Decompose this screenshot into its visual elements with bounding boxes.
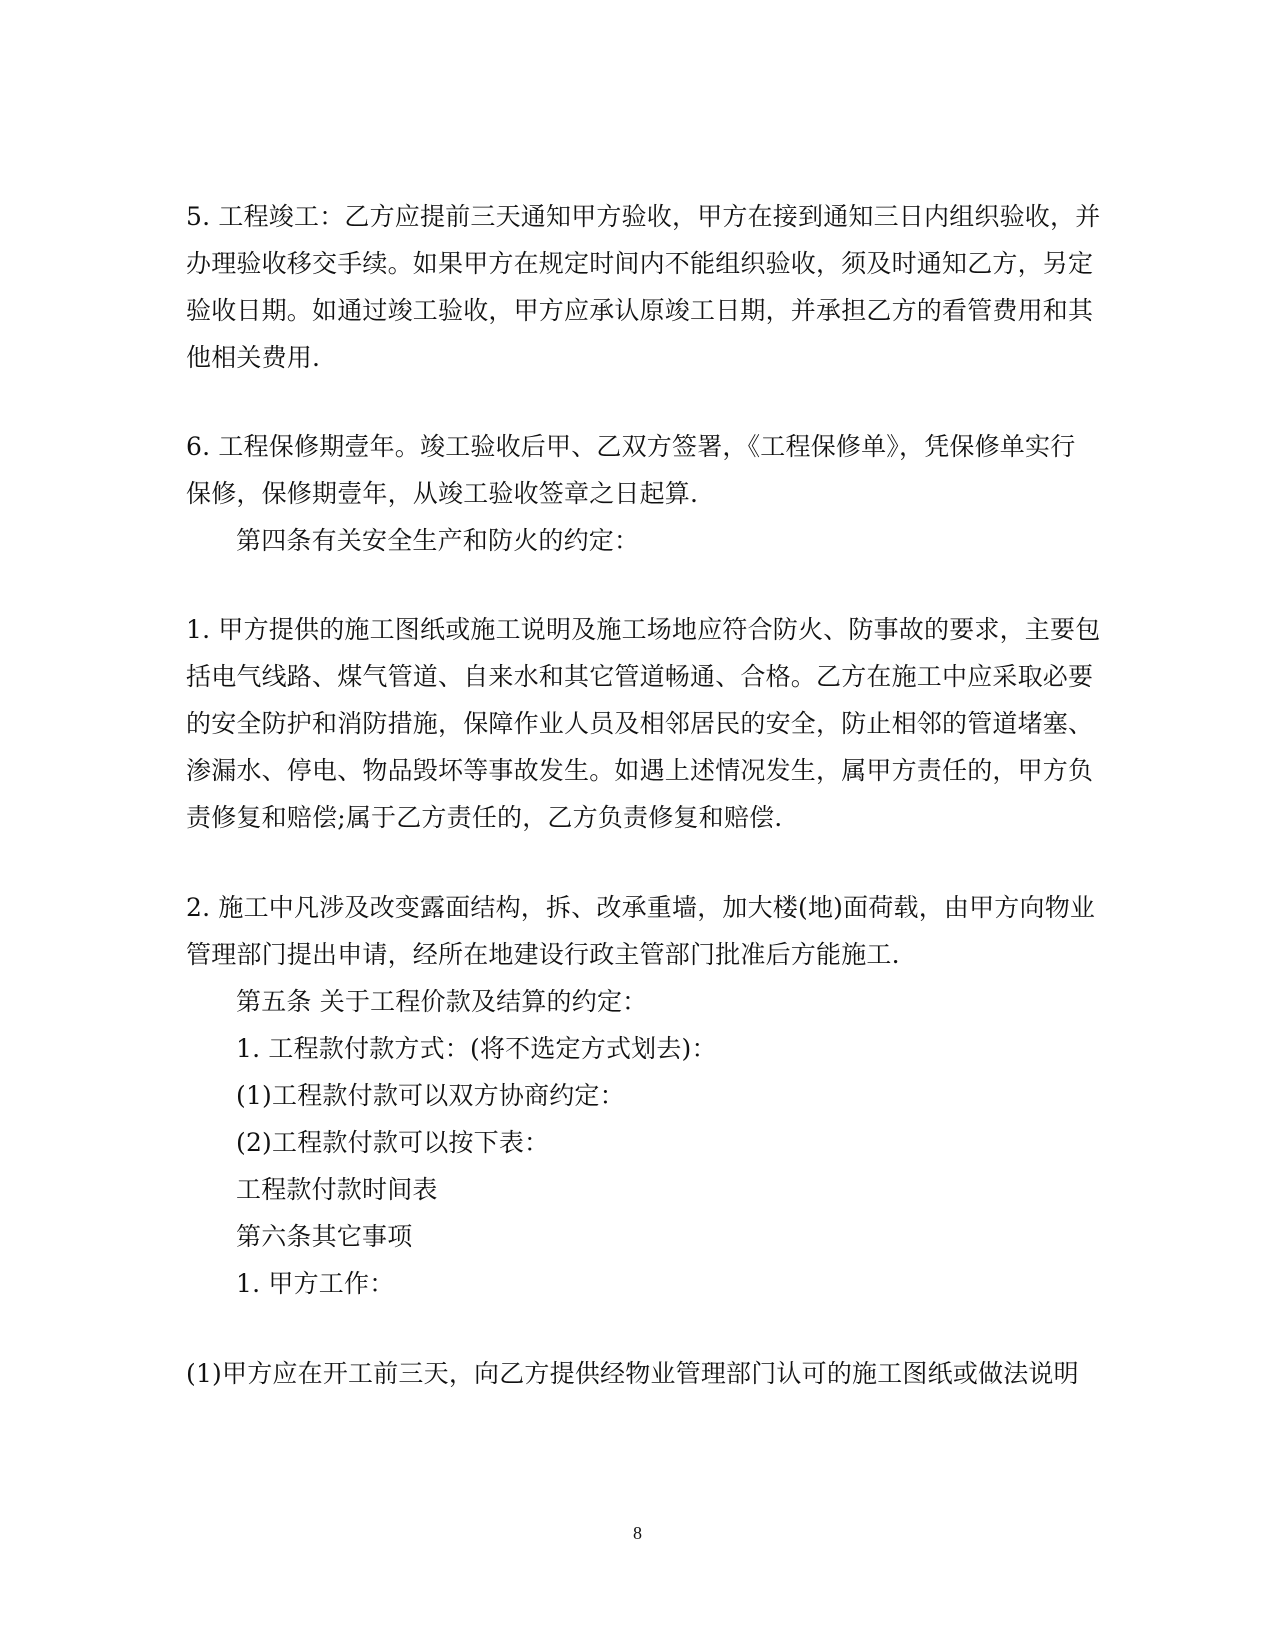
text-line: 括电气线路、煤气管道、自来水和其它管道畅通、合格。乙方在施工中应采取必要: [186, 662, 1094, 691]
text-line: 工程款付款时间表: [236, 1175, 438, 1204]
text-line: (1)甲方应在开工前三天，向乙方提供经物业管理部门认可的施工图纸或做法说明: [186, 1359, 1079, 1388]
text-line: 他相关费用.: [186, 343, 321, 372]
text-line: 管理部门提出申请，经所在地建设行政主管部门批准后方能施工.: [186, 940, 900, 969]
section-heading: 第四条有关安全生产和防火的约定：: [236, 526, 640, 555]
section-heading: 第六条其它事项: [236, 1222, 413, 1251]
text-line: 6. 工程保修期壹年。竣工验收后甲、乙双方签署，《工程保修单》，凭保修单实行: [186, 432, 1076, 461]
text-line: 责修复和赔偿;属于乙方责任的，乙方负责修复和赔偿.: [186, 803, 783, 832]
text-line: 渗漏水、停电、物品毁坏等事故发生。如遇上述情况发生，属甲方责任的，甲方负: [186, 756, 1094, 785]
text-line: 验收日期。如通过竣工验收，甲方应承认原竣工日期，并承担乙方的看管费用和其: [186, 296, 1094, 325]
text-line: 办理验收移交手续。如果甲方在规定时间内不能组织验收，须及时通知乙方，另定: [186, 249, 1094, 278]
text-line: 的安全防护和消防措施，保障作业人员及相邻居民的安全，防止相邻的管道堵塞、: [186, 709, 1094, 738]
page-number: 8: [633, 1523, 642, 1543]
text-line: 1. 甲方工作：: [236, 1269, 395, 1298]
text-line: 2. 施工中凡涉及改变露面结构，拆、改承重墙，加大楼(地)面荷载，由甲方向物业: [186, 893, 1096, 922]
text-line: 1. 工程款付款方式：(将不选定方式划去)：: [236, 1034, 717, 1063]
text-line: 保修，保修期壹年，从竣工验收签章之日起算.: [186, 479, 699, 508]
text-line: (1)工程款付款可以双方协商约定：: [236, 1081, 625, 1110]
text-line: (2)工程款付款可以按下表：: [236, 1128, 550, 1157]
text-line: 1. 甲方提供的施工图纸或施工说明及施工场地应符合防火、防事故的要求，主要包: [186, 615, 1101, 644]
section-heading: 第五条 关于工程价款及结算的约定：: [236, 987, 648, 1016]
text-line: 5. 工程竣工：乙方应提前三天通知甲方验收，甲方在接到通知三日内组织验收，并: [186, 202, 1101, 231]
